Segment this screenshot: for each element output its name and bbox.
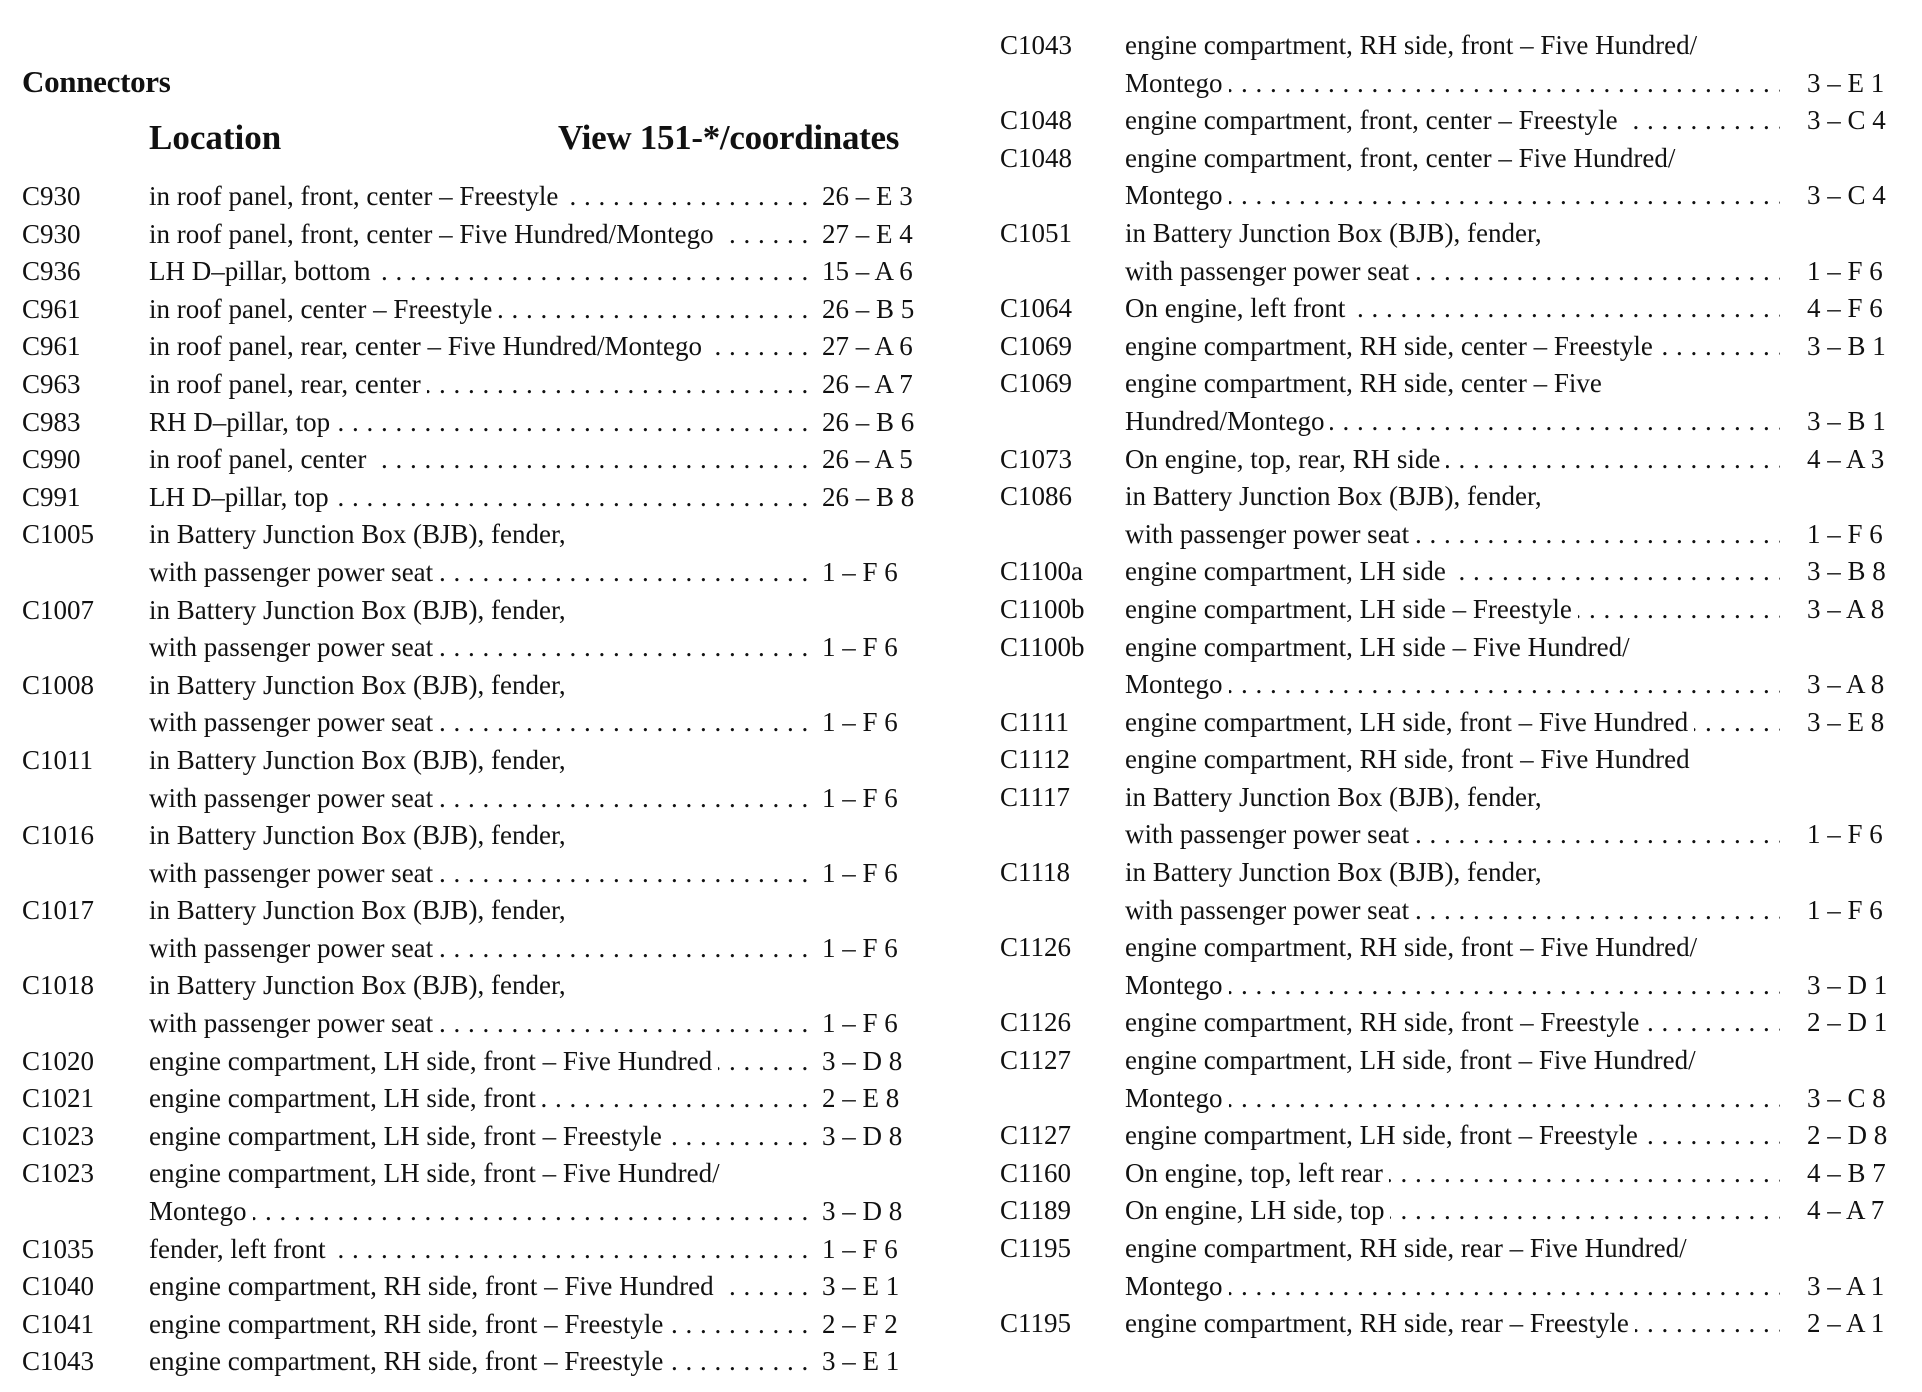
connector-id: C930	[22, 181, 81, 211]
connector-entry	[1000, 478, 1905, 553]
location-description: engine compartment, RH side, center – Five	[1125, 365, 1780, 403]
location-description: On engine, LH side, top . . .	[1125, 1192, 1780, 1230]
location-description: engine compartment, RH side, front – Five Hundred/	[1125, 929, 1780, 967]
connector-id: C1111	[1000, 706, 1070, 737]
connector-id: C1023	[22, 1120, 95, 1151]
location-description: engine compartment, LH side, front – Five Hundred/	[1125, 1042, 1780, 1080]
location-description: RH D–pillar, top . . .	[149, 404, 809, 442]
connector-entry	[22, 291, 942, 329]
connector-id: C1040	[22, 1271, 95, 1302]
entry-line	[1000, 967, 1905, 1005]
connector-entry	[1000, 1004, 1905, 1042]
location-description: with passenger power seat . . .	[149, 704, 809, 742]
connector-entry	[22, 592, 942, 667]
connector-id: C1043	[22, 1346, 95, 1377]
location-description: engine compartment, RH side, front – Freestyle . . .	[149, 1306, 809, 1344]
entry-line	[1000, 1230, 1905, 1268]
connector-id: C1005	[22, 519, 95, 550]
location-description: engine compartment, RH side, rear – Freestyle . . .	[1125, 1305, 1780, 1343]
entry-line	[1000, 1155, 1905, 1193]
location-description: in Battery Junction Box (BJB), fender,	[149, 742, 809, 780]
entry-line	[1000, 290, 1905, 328]
location-description: with passenger power seat . . .	[149, 855, 809, 893]
connector-id: C1118	[1000, 857, 1071, 888]
view-coordinate: 3 – D 8	[822, 1045, 903, 1076]
location-description: engine compartment, LH side – Five Hundred/	[1125, 629, 1780, 667]
connector-id: C1048	[1000, 142, 1073, 173]
location-description: Montego . . .	[1125, 1080, 1780, 1118]
connector-id: C1100b	[1000, 631, 1085, 662]
location-description: LH D–pillar, top . . .	[149, 479, 809, 517]
entry-line	[1000, 1042, 1905, 1080]
connector-id: C1043	[1000, 30, 1073, 60]
entry-line	[1000, 1117, 1905, 1155]
view-coordinate: 27 – E 4	[822, 218, 913, 249]
connector-entry	[1000, 1305, 1905, 1343]
connector-entry	[22, 967, 942, 1042]
connector-id: C1189	[1000, 1195, 1072, 1226]
entry-line	[22, 404, 942, 442]
location-description: Montego . . .	[1125, 967, 1780, 1005]
entry-line	[22, 328, 942, 366]
connector-entry	[1000, 1230, 1905, 1305]
view-coordinate: 2 – D 1	[1807, 1007, 1888, 1038]
location-description: engine compartment, RH side, rear – Five Hundred/	[1125, 1230, 1780, 1268]
location-description: in roof panel, rear, center – Five Hundred/Montego . . .	[149, 328, 809, 366]
location-description: Montego . . .	[1125, 177, 1780, 215]
location-description: with passenger power seat . . .	[1125, 892, 1780, 930]
location-description: engine compartment, LH side, front – Freestyle . . .	[149, 1118, 809, 1156]
location-description: Montego . . .	[1125, 65, 1780, 103]
view-coordinate: 3 – D 1	[1807, 969, 1888, 1000]
location-description: engine compartment, LH side, front . . .	[149, 1080, 809, 1118]
entry-line	[1000, 403, 1905, 441]
location-description: Montego . . .	[1125, 666, 1780, 704]
connector-entry	[1000, 441, 1905, 479]
connector-entry	[22, 1268, 942, 1306]
location-description: Montego . . .	[1125, 1268, 1780, 1306]
entry-line	[22, 667, 942, 705]
connector-id: C1112	[1000, 744, 1071, 775]
page-title: Connectors	[22, 64, 171, 99]
entry-line	[1000, 441, 1905, 479]
entry-line	[1000, 253, 1905, 291]
view-coordinate: 4 – F 6	[1807, 293, 1883, 324]
entry-line	[1000, 779, 1905, 817]
connector-entry	[22, 328, 942, 366]
entry-line	[22, 592, 942, 630]
location-description: in Battery Junction Box (BJB), fender,	[149, 667, 809, 705]
location-description: with passenger power seat . . .	[149, 554, 809, 592]
connector-id: C1048	[1000, 105, 1073, 136]
location-description: in Battery Junction Box (BJB), fender,	[1125, 478, 1780, 516]
location-description: engine compartment, RH side, front – Freestyle . . .	[1125, 1004, 1780, 1042]
view-coordinate: 15 – A 6	[822, 256, 913, 287]
connector-entry	[22, 441, 942, 479]
connector-id: C1035	[22, 1233, 95, 1264]
view-coordinate: 4 – A 3	[1807, 443, 1885, 474]
entry-line	[22, 516, 942, 554]
connector-id: C1195	[1000, 1233, 1072, 1263]
view-coordinates-header: View 151-*/coordinates	[558, 118, 900, 157]
connector-entry	[1000, 591, 1905, 629]
connector-entry	[22, 366, 942, 404]
entry-line	[22, 704, 942, 742]
entry-line	[22, 178, 942, 216]
location-description: with passenger power seat . . .	[1125, 816, 1780, 854]
location-description: in roof panel, center . . .	[149, 441, 809, 479]
entry-line	[22, 1343, 942, 1381]
view-coordinate: 3 – E 8	[1807, 706, 1885, 737]
connector-entry	[22, 1306, 942, 1344]
connector-entry	[1000, 929, 1905, 1004]
entry-line	[22, 441, 942, 479]
entry-line	[1000, 1192, 1905, 1230]
entry-line	[1000, 892, 1905, 930]
connector-id: C1117	[1000, 781, 1071, 812]
entry-line	[22, 253, 942, 291]
connector-id: C1064	[1000, 293, 1073, 324]
entry-line	[1000, 65, 1905, 103]
view-coordinate: 4 – A 7	[1807, 1195, 1885, 1226]
view-coordinate: 1 – F 6	[822, 707, 898, 738]
connector-entry	[22, 742, 942, 817]
connector-entry	[22, 1231, 942, 1269]
connector-id: C1195	[1000, 1308, 1072, 1339]
location-description: engine compartment, RH side, center – Freestyle . . .	[1125, 328, 1780, 366]
entry-line	[22, 1306, 942, 1344]
connector-id: C930	[22, 218, 81, 249]
connector-entry	[22, 253, 942, 291]
connector-id: C936	[22, 256, 81, 287]
view-coordinate: 1 – F 6	[1807, 894, 1883, 925]
view-coordinate: 2 – F 2	[822, 1308, 898, 1339]
connector-entry	[22, 817, 942, 892]
connector-entry	[1000, 741, 1905, 779]
view-coordinate: 26 – A 7	[822, 368, 913, 399]
connector-entry	[1000, 553, 1905, 591]
connector-entry	[22, 1118, 942, 1156]
connector-entry	[1000, 779, 1905, 854]
entry-line	[1000, 854, 1905, 892]
location-description: engine compartment, RH side, front – Five Hundred . . .	[149, 1268, 809, 1306]
connector-id: C1086	[1000, 481, 1073, 512]
view-coordinate: 1 – F 6	[1807, 518, 1883, 549]
entry-line	[22, 554, 942, 592]
location-description: engine compartment, RH side, front – Five Hundred/	[1125, 27, 1780, 65]
connector-id: C1011	[22, 744, 94, 775]
location-description: with passenger power seat . . .	[149, 1005, 809, 1043]
connector-id: C983	[22, 406, 81, 437]
view-coordinate: 1 – F 6	[822, 556, 898, 587]
location-description: engine compartment, LH side . . .	[1125, 553, 1780, 591]
location-description: engine compartment, LH side, front – Five Hundred/	[149, 1155, 809, 1193]
location-description: fender, left front . . .	[149, 1231, 809, 1269]
view-coordinate: 1 – F 6	[1807, 255, 1883, 286]
location-description: in Battery Junction Box (BJB), fender,	[1125, 215, 1780, 253]
entry-line	[22, 1155, 942, 1193]
connector-id: C1051	[1000, 217, 1073, 248]
view-coordinate: 1 – F 6	[822, 857, 898, 888]
connector-entry	[1000, 328, 1905, 366]
entry-line	[1000, 365, 1905, 403]
connector-id: C1126	[1000, 1007, 1072, 1038]
view-coordinate: 2 – A 1	[1807, 1308, 1885, 1339]
connector-entry	[22, 1343, 942, 1381]
view-coordinate: 4 – B 7	[1807, 1157, 1886, 1188]
view-coordinate: 1 – F 6	[822, 1233, 898, 1264]
left-connector-column	[22, 178, 942, 1381]
view-coordinate: 1 – F 6	[822, 1008, 898, 1039]
connector-id: C1073	[1000, 443, 1073, 474]
connector-entry	[1000, 215, 1905, 290]
entry-line	[1000, 177, 1905, 215]
entry-line	[22, 742, 942, 780]
connector-id: C1008	[22, 669, 95, 700]
connector-entry	[1000, 704, 1905, 742]
location-description: in roof panel, rear, center . . .	[149, 366, 809, 404]
connector-id: C1069	[1000, 368, 1073, 399]
entry-line	[1000, 629, 1905, 667]
connector-entry	[1000, 854, 1905, 929]
entry-line	[22, 930, 942, 968]
view-coordinate: 26 – A 5	[822, 444, 913, 475]
entry-line	[1000, 591, 1905, 629]
location-description: engine compartment, LH side – Freestyle . . .	[1125, 591, 1780, 629]
view-coordinate: 1 – F 6	[822, 632, 898, 663]
connector-entry	[1000, 1192, 1905, 1230]
location-description: engine compartment, LH side, front – Freestyle . . .	[1125, 1117, 1780, 1155]
entry-line	[22, 291, 942, 329]
connector-id: C961	[22, 293, 81, 324]
location-description: engine compartment, RH side, front – Five Hundred	[1125, 741, 1780, 779]
entry-line	[22, 780, 942, 818]
view-coordinate: 3 – C 4	[1807, 180, 1886, 211]
location-description: engine compartment, LH side, front – Five Hundred . . .	[1125, 704, 1780, 742]
connector-entry	[22, 1080, 942, 1118]
connector-id: C1007	[22, 594, 95, 625]
connector-id: C1126	[1000, 932, 1072, 963]
entry-line	[22, 479, 942, 517]
view-coordinate: 3 – C 4	[1807, 105, 1886, 136]
location-description: in Battery Junction Box (BJB), fender,	[149, 592, 809, 630]
location-description: with passenger power seat . . .	[149, 629, 809, 667]
connector-id: C1127	[1000, 1120, 1072, 1151]
view-coordinate: 26 – B 8	[822, 481, 915, 512]
connector-entry	[22, 1043, 942, 1081]
connector-id: C1021	[22, 1083, 95, 1114]
view-coordinate: 26 – E 3	[822, 181, 913, 211]
connector-entry	[1000, 1117, 1905, 1155]
view-coordinate: 3 – B 1	[1807, 405, 1886, 436]
view-coordinate: 3 – A 8	[1807, 593, 1885, 624]
location-header: Location	[149, 118, 282, 157]
connector-id: C990	[22, 444, 81, 475]
location-description: Montego . . .	[149, 1193, 809, 1231]
entry-line	[22, 1118, 942, 1156]
view-coordinate: 26 – B 5	[822, 293, 915, 324]
connector-entry	[22, 892, 942, 967]
location-description: engine compartment, LH side, front – Five Hundred . . .	[149, 1043, 809, 1081]
location-description: engine compartment, front, center – Five Hundred/	[1125, 140, 1780, 178]
connector-entry	[22, 516, 942, 591]
view-coordinate: 26 – B 6	[822, 406, 915, 437]
entry-line	[1000, 516, 1905, 554]
entry-line	[1000, 1080, 1905, 1118]
entry-line	[1000, 553, 1905, 591]
view-coordinate: 3 – D 8	[822, 1196, 903, 1227]
connector-entry	[1000, 629, 1905, 704]
entry-line	[1000, 929, 1905, 967]
connector-id: C961	[22, 331, 81, 362]
connector-id: C1160	[1000, 1157, 1072, 1188]
location-description: in Battery Junction Box (BJB), fender,	[149, 967, 809, 1005]
location-description: On engine, left front . . .	[1125, 290, 1780, 328]
location-description: On engine, top, rear, RH side . . .	[1125, 441, 1780, 479]
location-description: in Battery Junction Box (BJB), fender,	[149, 516, 809, 554]
connector-entry	[22, 404, 942, 442]
entry-line	[1000, 102, 1905, 140]
entry-line	[22, 1005, 942, 1043]
connector-entry	[1000, 290, 1905, 328]
entry-line	[22, 967, 942, 1005]
view-coordinate: 3 – B 1	[1807, 330, 1886, 361]
location-description: in roof panel, center – Freestyle . . .	[149, 291, 809, 329]
connector-id: C1100b	[1000, 593, 1085, 624]
location-description: in Battery Junction Box (BJB), fender,	[1125, 779, 1780, 817]
connector-entry	[1000, 140, 1905, 215]
connector-id: C1127	[1000, 1045, 1072, 1076]
view-coordinate: 3 – B 8	[1807, 556, 1886, 587]
view-coordinate: 3 – A 8	[1807, 669, 1885, 700]
entry-line	[1000, 478, 1905, 516]
entry-line	[1000, 328, 1905, 366]
view-coordinate: 2 – E 8	[822, 1083, 900, 1114]
entry-line	[22, 1231, 942, 1269]
entry-line	[22, 216, 942, 254]
entry-line	[1000, 816, 1905, 854]
connector-id: C1023	[22, 1158, 95, 1189]
connector-id: C1100a	[1000, 556, 1083, 587]
connector-entry	[1000, 1042, 1905, 1117]
entry-line	[22, 1080, 942, 1118]
entry-line	[22, 1193, 942, 1231]
entry-line	[1000, 1268, 1905, 1306]
connector-entry	[22, 667, 942, 742]
connector-entry	[1000, 27, 1905, 102]
entry-line	[1000, 704, 1905, 742]
location-description: with passenger power seat . . .	[149, 780, 809, 818]
connector-id: C991	[22, 481, 81, 512]
view-coordinate: 1 – F 6	[822, 782, 898, 813]
location-description: engine compartment, RH side, front – Freestyle . . .	[149, 1343, 809, 1381]
location-description: in Battery Junction Box (BJB), fender,	[1125, 854, 1780, 892]
location-description: in roof panel, front, center – Five Hundred/Montego . . .	[149, 216, 809, 254]
connector-entry	[1000, 365, 1905, 440]
location-description: On engine, top, left rear . . .	[1125, 1155, 1780, 1193]
entry-line	[1000, 741, 1905, 779]
location-description: in Battery Junction Box (BJB), fender,	[149, 892, 809, 930]
entry-line	[1000, 1004, 1905, 1042]
connector-entry	[1000, 1155, 1905, 1193]
entry-line	[22, 817, 942, 855]
view-coordinate: 3 – E 1	[822, 1346, 900, 1377]
entry-line	[1000, 666, 1905, 704]
entry-line	[1000, 1305, 1905, 1343]
connector-entry	[22, 479, 942, 517]
view-coordinate: 3 – A 1	[1807, 1270, 1885, 1301]
location-description: LH D–pillar, bottom . . .	[149, 253, 809, 291]
connector-entry	[22, 1155, 942, 1230]
view-coordinate: 1 – F 6	[1807, 819, 1883, 850]
connector-id: C1020	[22, 1045, 95, 1076]
entry-line	[22, 855, 942, 893]
location-description: in roof panel, front, center – Freestyle . . .	[149, 178, 809, 216]
view-coordinate: 2 – D 8	[1807, 1120, 1888, 1151]
entry-line	[22, 1043, 942, 1081]
entry-line	[22, 629, 942, 667]
connector-id: C963	[22, 368, 81, 399]
view-coordinate: 27 – A 6	[822, 331, 913, 362]
entry-line	[1000, 215, 1905, 253]
view-coordinate: 3 – E 1	[1807, 67, 1885, 98]
right-connector-column	[1000, 27, 1905, 1343]
connector-entry	[22, 216, 942, 254]
view-coordinate: 3 – D 8	[822, 1120, 903, 1151]
view-coordinate: 3 – E 1	[822, 1271, 900, 1302]
connector-id: C1069	[1000, 330, 1073, 361]
entry-line	[1000, 27, 1905, 65]
location-description: in Battery Junction Box (BJB), fender,	[149, 817, 809, 855]
location-description: with passenger power seat . . .	[1125, 253, 1780, 291]
entry-line	[1000, 140, 1905, 178]
view-coordinate: 1 – F 6	[822, 932, 898, 963]
location-description: Hundred/Montego . . .	[1125, 403, 1780, 441]
connector-id: C1017	[22, 895, 95, 926]
view-coordinate: 3 – C 8	[1807, 1082, 1886, 1113]
location-description: with passenger power seat . . .	[149, 930, 809, 968]
entry-line	[22, 366, 942, 404]
connector-id: C1018	[22, 970, 95, 1001]
location-description: engine compartment, front, center – Freestyle . . .	[1125, 102, 1780, 140]
entry-line	[22, 892, 942, 930]
connector-id: C1041	[22, 1308, 95, 1339]
connector-entry	[1000, 102, 1905, 140]
connector-entry	[22, 178, 942, 216]
connector-id: C1016	[22, 820, 95, 851]
entry-line	[22, 1268, 942, 1306]
location-description: with passenger power seat . . .	[1125, 516, 1780, 554]
